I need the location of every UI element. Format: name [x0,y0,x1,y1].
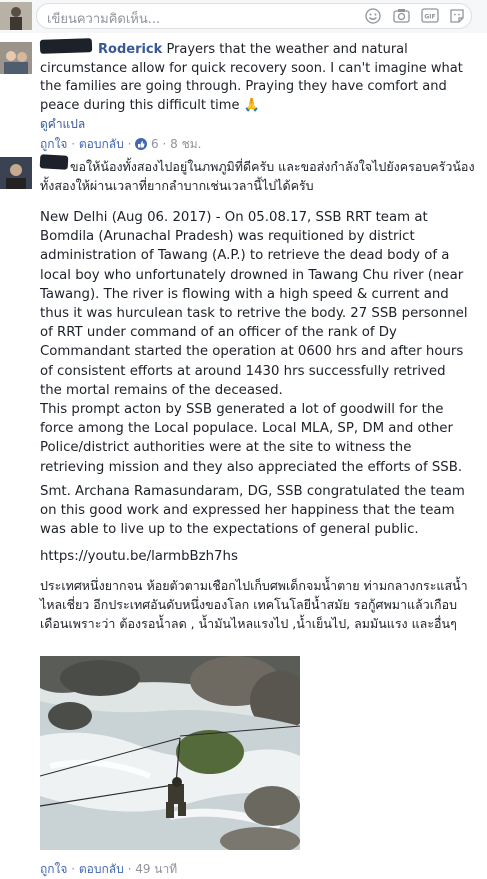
smiley-icon[interactable] [365,8,381,22]
reply-link[interactable]: ตอบกลับ [78,862,124,876]
comment-body: Roderick Prayers that the weather and natural circumstance allow for quick recovery soon. I can't imagine what the families are going through. Praying they have comfort and peace during this difficult time 🙏 [40,42,463,113]
gif-icon[interactable] [421,8,437,22]
commenter-name[interactable]: Roderick [98,42,163,57]
comment-actions: ถูกใจ · ตอบกลับ · 49 นาที [40,862,178,876]
timestamp[interactable]: 49 นาที [135,862,178,876]
folded-hands-emoji: 🙏 [243,97,260,113]
comment-paragraph-2: This prompt acton by SSB generated a lot of goodwill for the force among the Local populace. Local MLA, SP, DM and other Police/district authorities were at the site to witness the retrieving mission and they also appreciated the efforts of SSB. [40,402,463,475]
timestamp[interactable]: 8 ชม. [170,137,202,151]
comment-paragraph-3: Smt. Archana Ramasundaram, DG, SSB congratulated the team on this good work and expressed her happiness that the team was able to live up to the expectations of general public. [40,484,465,538]
camera-icon[interactable] [393,8,409,22]
comment-outro-text: ประเทศหนึ่งยากจน ห้อยตัวตามเชือกไปเก็บศพเด็กจมน้ำตาย ท่ามกลางกระแสน้ำไหลเชี่ยว อีกประเทศอันดับหนึ่งของโลก เทคโนโลยีน้ำสมัย รอกู้ศพมาแล้วเกือบเดือนเพราะว่า ต้องรอน้ำลด , น้ำมันไหลแรงไป ,น้ำเย็นไป, ลมมันแรง และอื่นๆ [40,578,468,631]
comment-input-placeholder: เขียนความคิดเห็น... [47,12,161,27]
translate-link[interactable]: ดูคำแปล [40,117,86,131]
reaction-count[interactable]: 6 [151,137,159,151]
sticker-icon[interactable] [449,8,465,22]
comment-paragraph-1: New Delhi (Aug 06. 2017) - On 05.08.17, SSB RRT team at Bomdila (Arunachal Pradesh) was requitioned by district administration of Tawang (A.P.) to retrieve the dead body of a local boy who unfortunately drowned in Tawang Chu river (near Tawang). The river is flowing with a high speed & current and thus it was hurculean task to retrive the body. 27 SSB personnel of RRT under command of an officer of the rank of Dy Commandant started the operation at 0600 hrs and after hours of consistent efforts at around 1430 hrs successfully retrived the mortal remains of the deceased. [40,210,468,398]
like-link[interactable]: ถูกใจ [40,137,68,151]
like-reaction-icon [135,138,147,150]
comment-actions: ถูกใจ · ตอบกลับ · 6 · 8 ชม. [40,137,202,151]
comment-intro-text: ขอให้น้องทั้งสองไปอยู่ในภพภูมิที่ดีครับ และขอส่งกำลังใจไปยังครอบครัวน้องทั้งสองให้ผ่านเวลาที่ยากลำบากเช่นเวลานี้ไปได้ครับ [40,159,475,193]
like-link[interactable]: ถูกใจ [40,862,68,876]
svg-text:GIF: GIF [424,13,436,21]
reply-link[interactable]: ตอบกลับ [78,137,124,151]
rescue-photo[interactable] [40,656,300,850]
youtube-link[interactable]: https://youtu.be/larmbBzh7hs [40,549,238,564]
commenter-avatar[interactable] [0,42,32,74]
commenter-avatar[interactable] [0,157,32,189]
avatar [0,2,32,30]
